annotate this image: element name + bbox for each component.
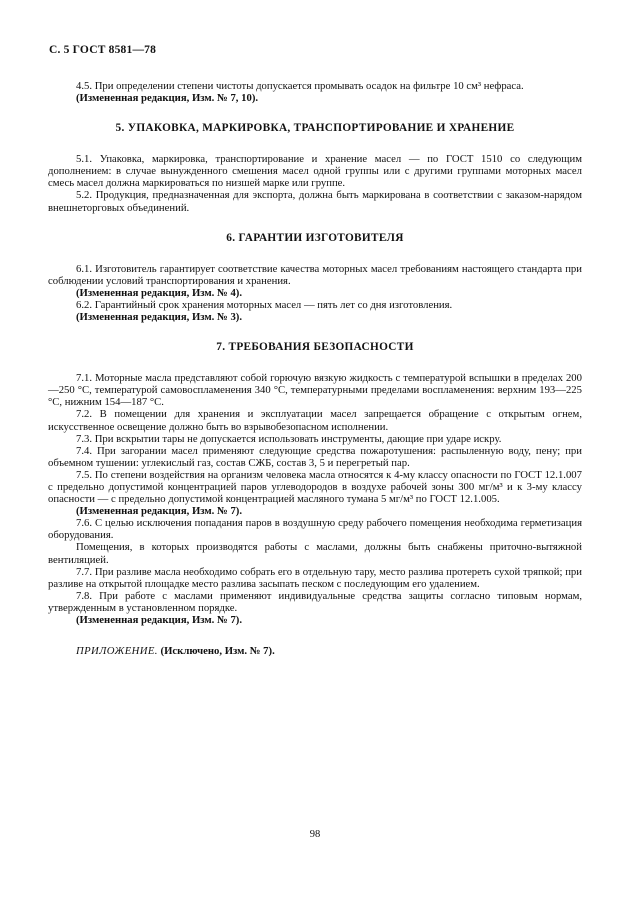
paragraph-7-7: 7.7. При разливе масла необходимо собрать его в отдельную тару, место разлива протереть сухой тряпкой; при разливе на открытой площадке место разлива засыпать песком с последующим его удалением. (48, 565, 582, 590)
section-5-title: 5. УПАКОВКА, МАРКИРОВКА, ТРАНСПОРТИРОВАНИЕ И ХРАНЕНИЕ (115, 122, 515, 135)
paragraph-7-6: 7.6. С целью исключения попадания паров в воздушную среду рабочего помещения необходима герметизация оборудования. (48, 517, 582, 542)
paragraph-7-4: 7.4. При загорании масел применяют следующие средства пожаротушения: распыленную воду, пену; при объемном тушении: углекислый газ, состав СЖБ, состав 3, 5 и перегретый пар. (48, 444, 582, 469)
paragraph-4-5: 4.5. При определении степени чистоты допускается промывать осадок на фильтре 10 см³ нефраса. (76, 80, 524, 92)
appendix-label: ПРИЛОЖЕНИЕ. (76, 645, 158, 658)
appendix-excluded: (Исключено, Изм. № 7). (160, 645, 275, 658)
section-7-title: 7. ТРЕБОВАНИЯ БЕЗОПАСНОСТИ (216, 341, 414, 354)
page-number: 98 (309, 829, 321, 840)
paragraph-6-1: 6.1. Изготовитель гарантирует соответствие качества моторных масел требованиям настоящего стандарта при соблюдении условий транспортирования и хранения. (48, 262, 582, 287)
paragraph-7-8: 7.8. При работе с маслами применяют индивидуальные средства защиты согласно типовым нормам, утвержденным в установленном порядке. (48, 589, 582, 614)
amendment-note: (Измененная редакция, Изм. № 7). (76, 505, 243, 518)
paragraph-5-2: 5.2. Продукция, предназначенная для экспорта, должна быть маркирована в соответствии с заказом-нарядом внешнеторговых объединений. (48, 189, 582, 214)
amendment-note: (Измененная редакция, Изм. № 3). (76, 311, 243, 324)
appendix-note (48, 645, 582, 657)
section-6-title: 6. ГАРАНТИИ ИЗГОТОВИТЕЛЯ (226, 231, 404, 244)
paragraph-5-1: 5.1. Упаковка, маркировка, транспортирование и хранение масел — по ГОСТ 1510 со следующим дополнением: в случае вынужденного смешения масел одной группы или с другими группами моторных масел смесь масел должна маркироваться по низшей марке или группе. (48, 153, 582, 190)
paragraph-7-5: 7.5. По степени воздействия на организм человека масла относятся к 4-му классу опасности по ГОСТ 12.1.007 с предельно допустимой концентрацией паров углеводородов в воздухе рабочей зоны 300 мг/м³ и к 3-му классу опасности — с предельно допустимой концентрацией масляного тумана 5 мг/м³ по ГОСТ 12.1.005. (48, 468, 582, 506)
amendment-note: (Измененная редакция, Изм. № 7). (76, 614, 243, 626)
paragraph-7-2: 7.2. В помещении для хранения и эксплуатации масел запрещается обращение с открытым огнем, искусственное освещение должно быть во взрывобезопасном исполнении. (48, 408, 582, 433)
paragraph-6-2: 6.2. Гарантийный срок хранения моторных масел — пять лет со дня изготовления. (76, 298, 453, 311)
page-body (48, 80, 582, 657)
amendment-note: (Измененная редакция, Изм. № 4). (76, 286, 243, 299)
amendment-note: (Измененная редакция, Изм. № 7, 10). (76, 92, 259, 105)
paragraph-7-6-ventilation: Помещения, в которых производятся работы с маслами, должны быть снабжены приточно-вытяжной вентиляцией. (48, 541, 582, 566)
running-header: С. 5 ГОСТ 8581—78 (49, 44, 157, 56)
paragraph-7-1: 7.1. Моторные масла представляют собой горючую вязкую жидкость с температурой вспышки в пределах 200—250 °С, температурой самовоспламенения 340 °С, температурными пределами воспламенения: верхним 193—225 °С, нижним 154—187 °С. (48, 372, 582, 409)
paragraph-7-3: 7.3. При вскрытии тары не допускается использовать инструменты, дающие при ударе искру. (76, 432, 502, 445)
